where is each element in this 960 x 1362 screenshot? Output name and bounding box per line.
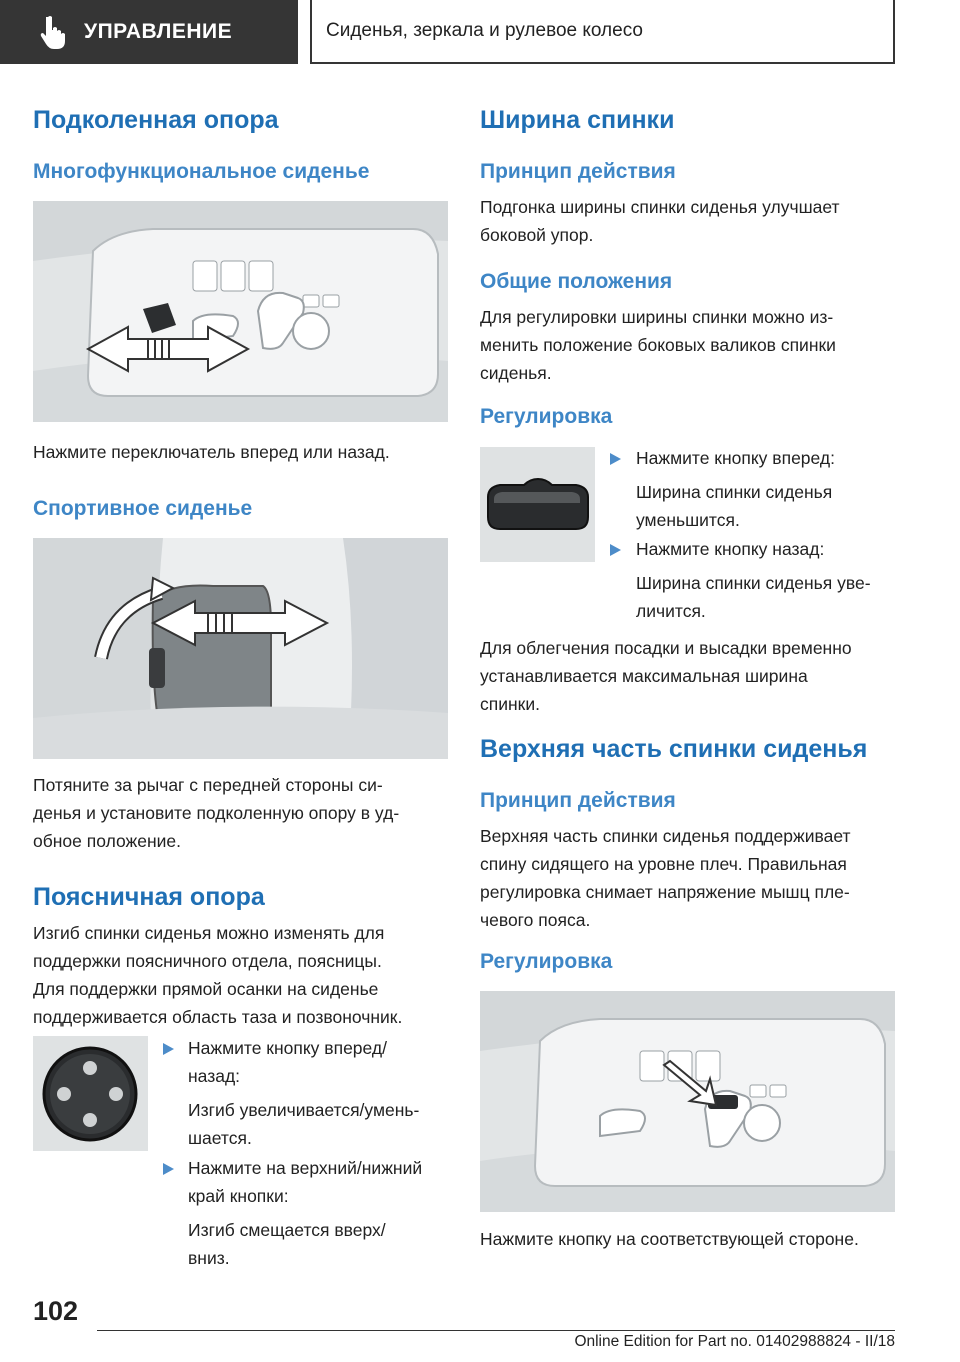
easy-entry-line2: устанавливается максимальная ширина	[480, 666, 808, 686]
upper-line1: Верхняя часть спинки сиденья поддерживает	[480, 826, 851, 846]
bullet-arrow-icon	[610, 544, 621, 556]
width-bullet2-line1: Нажмите кнопку назад:	[636, 539, 825, 559]
width-bullet1-result1: Ширина спинки сиденья	[636, 482, 833, 502]
upper-backrest-heading: Верхняя часть спинки сиденья	[480, 735, 868, 763]
lumbar-bullet2-line1: Нажмите на верхний/нижний	[188, 1158, 423, 1178]
lumbar-paragraph-line1: Изгиб спинки сиденья можно изменять для	[33, 923, 385, 943]
backrest-width-heading: Ширина спинки	[480, 106, 675, 134]
multifunction-seat-caption: Нажмите переключатель вперед или назад.	[33, 442, 390, 462]
width-bullet1-result2: уменьшится.	[636, 510, 740, 530]
chapter-title: УПРАВЛЕНИЕ	[84, 20, 233, 43]
width-bullet2-result1: Ширина спинки сиденья уве-	[636, 573, 871, 593]
section-header	[310, 0, 895, 64]
width-button-illustration	[480, 447, 595, 562]
lumbar-bullet2-result1: Изгиб смещается вверх/	[188, 1220, 386, 1240]
sport-seat-heading: Спортивное сиденье	[33, 497, 253, 520]
lumbar-paragraph-line4: поддерживается область таза и позвоночник.	[33, 1007, 403, 1027]
page-number: 102	[33, 1296, 79, 1326]
footer-divider	[97, 1330, 895, 1331]
general-line2: менить положение боковых валиков спинки	[480, 335, 836, 355]
upper-line4: чевого пояса.	[480, 910, 591, 930]
lumbar-button-illustration	[33, 1036, 148, 1151]
knee-support-heading: Подколенная опора	[33, 106, 279, 134]
lumbar-bullet1-line1: Нажмите кнопку вперед/	[188, 1038, 387, 1058]
principle-line2: боковой упор.	[480, 225, 594, 245]
principle2-heading: Принцип действия	[480, 789, 676, 812]
hand-pointer-icon	[40, 15, 66, 49]
sport-seat-lever-illustration	[33, 538, 448, 759]
multifunction-seat-switch-illustration	[33, 201, 448, 422]
section-title: Сиденья, зеркала и рулевое колесо	[326, 20, 643, 41]
upper-line2: спину сидящего на уровне плеч. Правильная	[480, 854, 847, 874]
sport-seat-caption-line2: денья и установите подколенную опору в уд-	[33, 803, 400, 823]
general-line3: сиденья.	[480, 363, 552, 383]
general-heading: Общие положения	[480, 270, 673, 293]
principle-heading: Принцип действия	[480, 160, 676, 183]
sport-seat-caption-line3: обное положение.	[33, 831, 181, 851]
general-line1: Для регулировки ширины спинки можно из-	[480, 307, 834, 327]
lumbar-bullet1-result1: Изгиб увеличивается/умень-	[188, 1100, 420, 1120]
bullet-arrow-icon	[163, 1163, 174, 1175]
lumbar-paragraph-line2: поддержки поясничного отдела, поясницы.	[33, 951, 382, 971]
lumbar-paragraph-line3: Для поддержки прямой осанки на сиденье	[33, 979, 379, 999]
principle-line1: Подгонка ширины спинки сиденья улучшает	[480, 197, 840, 217]
easy-entry-line1: Для облегчения посадки и высадки временно	[480, 638, 852, 658]
upper-line3: регулировка снимает напряжение мышц пле-	[480, 882, 850, 902]
multifunction-seat-heading: Многофункциональное сиденье	[33, 160, 370, 183]
width-bullet1-line1: Нажмите кнопку вперед:	[636, 448, 835, 468]
upper-backrest-caption: Нажмите кнопку на соответствующей стороне.	[480, 1229, 859, 1249]
lumbar-bullet1-result2: шается.	[188, 1128, 252, 1148]
lumbar-bullet1-line2: назад:	[188, 1066, 241, 1086]
adjustment-heading: Регулировка	[480, 405, 613, 428]
footer-edition: Online Edition for Part no. 01402988824 - II/18	[574, 1333, 895, 1350]
upper-backrest-switch-illustration	[480, 991, 895, 1212]
adjustment2-heading: Регулировка	[480, 950, 613, 973]
lumbar-support-heading: Поясничная опора	[33, 883, 265, 911]
width-bullet2-result2: личится.	[636, 601, 706, 621]
sport-seat-caption-line1: Потяните за рычаг с передней стороны си-	[33, 775, 383, 795]
chapter-tab	[0, 0, 298, 64]
lumbar-bullet2-line2: край кнопки:	[188, 1186, 289, 1206]
easy-entry-line3: спинки.	[480, 694, 540, 714]
bullet-arrow-icon	[163, 1043, 174, 1055]
bullet-arrow-icon	[610, 453, 621, 465]
lumbar-bullet2-result2: вниз.	[188, 1248, 230, 1268]
